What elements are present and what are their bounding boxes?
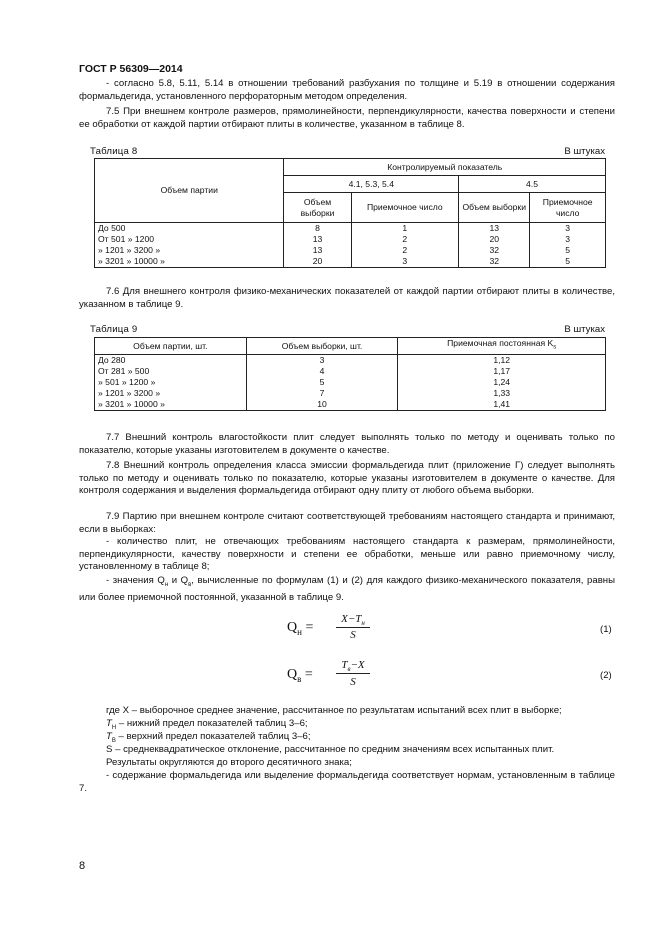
table8-cell: 8: [284, 223, 351, 235]
table9-caption: Таблица 9: [90, 324, 138, 335]
paragraph-count-condition: - количество плит, не отвечающих требованиям настоящего стандарта к размерам, прямолинейности, перпендикулярности, качеству поверхности и степени ее обработки, меньше или равно приемочному числу, установленному в таблице 8;: [79, 536, 615, 573]
rounding-note: Результаты округляются до второго десятичного знака;: [106, 757, 352, 768]
formula-1-num-sub: н: [361, 619, 365, 628]
document-header: ГОСТ Р 56309—2014: [79, 63, 183, 75]
table8-cell: 32: [459, 256, 530, 268]
table8-header-accept1: Приемочное число: [351, 193, 459, 223]
table8-header-accept2: Приемочное число: [530, 193, 606, 223]
table8-cell: 3: [530, 223, 606, 235]
formula-1-q: Q: [287, 620, 298, 635]
table8-caption: Таблица 8: [90, 146, 138, 157]
formula-1-q-sub: н: [297, 626, 302, 637]
table8-cell-batch: От 501 » 1200: [95, 234, 284, 245]
para8-part: и Q: [168, 575, 189, 586]
table8-cell: 3: [530, 234, 606, 245]
table8-cell: 1: [351, 223, 459, 235]
formula-2-num-sub: в: [347, 665, 351, 674]
definition-x: где X – выборочное среднее значение, рассчитанное по результатам испытаний всех плит в выборке;: [106, 705, 562, 716]
paragraph-formaldehyde-note: - согласно 5.8, 5.11, 5.14 в отношении требований разбухания по толщине и 5.19 в отношении содержания формальдегида, установленного перфораторным методом определения.: [79, 78, 615, 102]
formula-1-num-text: X−T: [341, 613, 362, 625]
table9-cell: 1,41: [398, 399, 606, 411]
table9-cell-batch: До 280: [95, 355, 247, 367]
def-t-sub: Н: [111, 724, 117, 731]
page-number: 8: [79, 860, 86, 872]
table9-cell-batch: От 281 » 500: [95, 366, 247, 377]
para8-sub: в: [188, 581, 192, 588]
formula-1-numerator: [336, 613, 370, 628]
formula-1-number: (1): [600, 624, 612, 635]
paragraph-7-8: 7.8 Внешний контроль определения класса эмиссии формальдегида плит (приложение Г) следует выполнять только по методу и оценивать только по показателю, которые указаны изготовителем в документе о качестве. Для контроля содержания и выделения формальдегида отбирают одну плиту от любого объема выборки.: [79, 460, 615, 497]
table9-cell: 5: [246, 377, 398, 388]
table-row: [95, 234, 606, 245]
formula-2-number: (2): [600, 670, 612, 681]
table8-cell: 13: [284, 234, 351, 245]
table8-header-indicator: Контролируемый показатель: [284, 159, 606, 176]
def-t-sub: В: [111, 737, 116, 744]
table8-unit: В штуках: [564, 146, 605, 157]
table-row: [95, 388, 606, 399]
table9-cell-batch: » 1201 » 3200 »: [95, 388, 247, 399]
table9-header-sample: Объем выборки, шт.: [246, 338, 398, 355]
formula-2-num-tail: −X: [350, 659, 365, 671]
formula-2-lhs: $Q_в$ =: [287, 667, 313, 684]
table-row: [95, 366, 606, 377]
table9-cell: 1,17: [398, 366, 606, 377]
table-row: [95, 245, 606, 256]
def-t-text: – верхний предел показателей таблиц 3–6;: [115, 731, 311, 742]
table9-unit: В штуках: [564, 324, 605, 335]
table8-cell: 20: [284, 256, 351, 268]
table8-cell: 5: [530, 256, 606, 268]
table8-header-sample2: Объем выборки: [459, 193, 530, 223]
table9-header-batch: Объем партии, шт.: [95, 338, 247, 355]
formula-2-q-sub: в: [297, 673, 302, 684]
table9-cell-batch: » 3201 » 10000 »: [95, 399, 247, 411]
paragraph-7-6: 7.6 Для внешнего контроля физико-механических показателей от каждой партии отбирают плиты в количестве, указанном в таблице 9.: [79, 286, 615, 310]
definition-s: S – среднеквадратическое отклонение, рассчитанное по средним значениям всех испытанных плит.: [106, 744, 555, 755]
table9-caption-row: [90, 324, 605, 335]
table9-cell: 3: [246, 355, 398, 367]
table9-header-const: [398, 338, 606, 355]
table8-cell-batch: До 500: [95, 223, 284, 235]
table9-cell: 7: [246, 388, 398, 399]
table8: [94, 158, 606, 268]
table8-header-batch: Объем партии: [95, 159, 284, 223]
table9-header-const-text: Приемочная постоянная K: [447, 338, 554, 349]
formula-1-denominator: S: [350, 629, 356, 641]
table8-cell: 5: [530, 245, 606, 256]
table9-header-const-sub: s: [553, 344, 557, 351]
table8-header-group2: 4.5: [459, 176, 606, 193]
formaldehyde-condition: - содержание формальдегида или выделение формальдегида соответствует нормам, установленным в таблице 7.: [79, 770, 615, 794]
para8-part: , вычисленные по формулам (1) и (2) для каждого физико-механического показателя, равны или более приемочной постоянной, указанной в таблице 9.: [79, 575, 616, 603]
table-row: [95, 355, 606, 367]
table-row: [95, 399, 606, 411]
paragraph-7-5: 7.5 При внешнем контроле размеров, прямолинейности, перпендикулярности, качества поверхности и степени ее обработки от каждой партии отбирают плиты в количестве, указанном в таблице 8.: [79, 106, 615, 130]
def-t-text: – нижний предел показателей таблиц 3–6;: [116, 718, 308, 729]
table9: [94, 337, 606, 411]
table8-cell: 32: [459, 245, 530, 256]
table8-cell: 3: [351, 256, 459, 268]
table9-cell: 10: [246, 399, 398, 411]
para8-part: - значения Q: [106, 575, 165, 586]
formula-2-numerator: [336, 659, 370, 674]
formula-2-num-text: T: [341, 659, 348, 671]
def-t-symbol: T: [106, 718, 112, 729]
table8-cell-batch: » 3201 » 10000 »: [95, 256, 284, 268]
table8-cell: 2: [351, 234, 459, 245]
table-row: [95, 256, 606, 268]
table8-cell: 20: [459, 234, 530, 245]
table8-cell: 13: [284, 245, 351, 256]
paragraph-7-9: 7.9 Партию при внешнем контроле считают соответствующей требованиям настоящего стандарта и принимают, если в выборках:: [79, 511, 615, 535]
paragraph-7-7: 7.7 Внешний контроль влагостойкости плит следует выполнять только по методу и оценивать только по показателю, которые указаны изготовителем в документе о качестве.: [79, 432, 615, 456]
table-row: [95, 377, 606, 388]
paragraph-values-condition: [79, 575, 615, 604]
table8-cell: 2: [351, 245, 459, 256]
para8-sub: н: [164, 581, 169, 588]
table9-cell: 1,24: [398, 377, 606, 388]
table9-cell-batch: » 501 » 1200 »: [95, 377, 247, 388]
def-t-symbol: T: [106, 731, 112, 742]
table8-cell-batch: » 1201 » 3200 »: [95, 245, 284, 256]
formula-2-q: Q: [287, 667, 298, 682]
formula-2-denominator: S: [350, 676, 356, 688]
table9-cell: 1,12: [398, 355, 606, 367]
table9-cell: 1,33: [398, 388, 606, 399]
table8-header-sample1: Объем выборки: [284, 193, 351, 223]
table8-header-group1: 4.1, 5.3, 5.4: [284, 176, 459, 193]
table8-caption-row: [90, 146, 605, 157]
table-row: [95, 223, 606, 235]
formula-1-lhs: $Q_н$ =: [287, 620, 314, 637]
table9-cell: 4: [246, 366, 398, 377]
table8-cell: 13: [459, 223, 530, 235]
